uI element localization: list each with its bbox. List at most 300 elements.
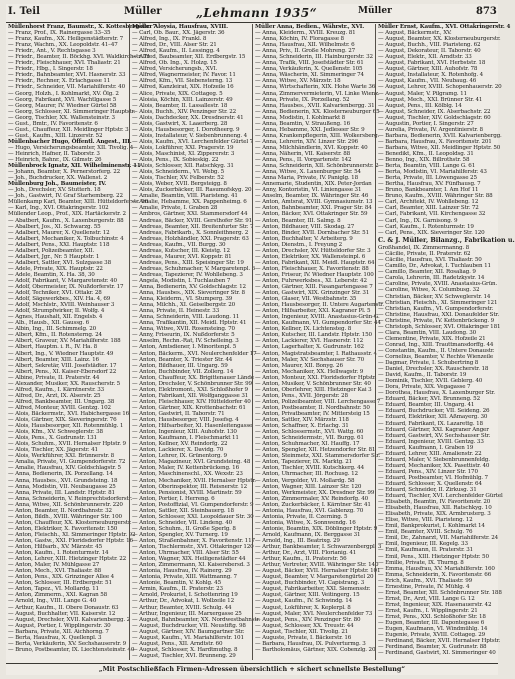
directory-entry: — Anton, Fabrikant, XII. Wolfganggasse 31: [132, 392, 249, 399]
directory-entry: — Anna, Trafik, VIII. Josefstädter Str. 61: [255, 60, 364, 67]
directory-entry: — Emil, Beamter, XVIII. Schulg. 76: [378, 529, 473, 536]
directory-entry: — Dorothea, Hausfrau, X. Laxenburger Str.: [378, 390, 495, 397]
directory-entry: — Anton, Musiker, V. Schönbrunner Str. 40: [255, 380, 371, 387]
directory-entry: — Anselm, Beamter, IX. Währinger Str. 46: [255, 193, 369, 200]
directory-entry: — Anton, Elektromont., XXI. Schloßhofer 9: [132, 386, 248, 393]
directory-entry: — Ernestine, Private, IV. Mühlg. 4: [378, 583, 470, 590]
directory-entry: — Anna, Witwe, X. Laxenburger Str. 54: [255, 169, 361, 176]
directory-entry: — Andreas, Beamter, XII. Breitenfurter Str. 7: [132, 223, 254, 230]
directory-entry: Müllenbrock Ignatz, XII. Wilhelminenstr. 11: [8, 163, 141, 170]
directory-entry: — Eduard, Postbeamter, VI. Hofmühlg. 7: [378, 474, 488, 481]
directory-entry: — Alois, Hausbesorger, I. Dorotheerg. 9: [132, 126, 240, 133]
directory-entry: — Anna, Verkäuferin, X. Quellenstr. 105: [255, 66, 363, 73]
directory-entry: — Anton, Mechaniker, XVII. Hernalser Hptstr.: [132, 477, 256, 484]
directory-entry: — Anton, Pensionist, XVIII. Martinstr. 59: [132, 489, 242, 496]
directory-entry: — Barbara, Hausfrau, IX. Pulverturmg. 3: [255, 640, 366, 647]
directory-entry: — Eduard, Mechaniker, XX. Pasettistr. 40: [378, 462, 490, 469]
directory-entry: — Elisabeth, Private, XIX. Armbrusterg. 3: [378, 511, 491, 518]
directory-entry: — August, Portier, I. Wipplingerstr. 30: [8, 622, 111, 629]
directory-entry: — Anton, Hilfsarbeiter, XXI. Kagraner Pl. 5: [255, 308, 371, 315]
directory-entry: — Anton, Lehrer, IX. Grünentorg. 9: [132, 453, 227, 460]
page-number: 873: [476, 6, 497, 17]
directory-entry: — Andreas, Kaufm., VII. Burgg. 30: [132, 241, 226, 248]
directory-entry: — Emma, Schneiderin, X. Favoritenstr. 66: [378, 571, 492, 578]
directory-entry: — Arthur, Ingenieur, III. Marxergasse 25: [132, 610, 242, 617]
directory-entry: — Eduard, Beamter, III. Ungarg. 41: [378, 402, 475, 409]
directory-entry: — August, Tischler, XVI. Brunneng. 29: [132, 652, 236, 659]
directory-entry: — Hugo, Versicherungsbeamter, XII. Tivolig. 4: [8, 144, 134, 151]
directory-entry: — Anton, Dienstm., I. Freyung 2: [255, 241, 342, 248]
directory-entry: — Anton, Steinmetz, XXI. Stammersdorfer Str.: [255, 453, 381, 460]
directory-entry: — Armin, Kaufm., II. Praterstr. 23: [132, 586, 223, 593]
directory-entry: — Anny, Friseurin, IX. Nußdorferstr. 5: [132, 332, 235, 339]
directory-entry: — Albert, Sekretär, VIII. Josefstädter. 17: [8, 362, 117, 369]
directory-entry: — Alfred, Wagnermeister, IV. Favor. 11: [132, 72, 236, 79]
directory-entry: — August, Schlosser, X. Hardtmuthg. 8: [132, 646, 238, 653]
directory-entry: — Joh., Drechsler, XV. Stutterh. 18: [8, 187, 101, 194]
directory-entry: — Alb., Hausb., XII. Gaussg. 6: [8, 320, 90, 327]
directory-entry: — Barbara, Bedienerin, XVII. Kalvarienbergg.: [378, 132, 502, 139]
directory-entry: — Anton, Magazineur, XVI. Grundsteing. 48: [132, 459, 251, 466]
directory-entry: — Andreas, Maurer, XVI. Koppstr. 81: [132, 253, 232, 260]
directory-entry: — August, Schlosser, XX. Treustr. 44: [255, 622, 354, 629]
directory-entry: — Alfred, Kfm., VII. Siebensterng. 13: [132, 78, 233, 85]
directory-entry: — Arnold, Kaufmann, IX. Berggasse 31: [255, 531, 361, 538]
directory-entry: — Alfred, Dr., Arzt, IX. Alserstr. 25: [8, 392, 101, 399]
directory-entry: — Anton, Schuhm., II. Große Sperlg. 8: [132, 525, 236, 532]
directory-entry: — Arthur, Kaufm., II. Obere Donaustr. 63: [8, 604, 119, 611]
directory-entry: — Anton, Wagner, XIX. Heiligenstädter 44: [132, 556, 246, 563]
directory-entry: — Anton, Ingenieur, XIII. Auhofstr. 130: [132, 429, 237, 436]
directory-entry: — Karl, Ing., XVI. Ottakringerstr. 102: [8, 205, 109, 212]
directory-entry: — Arthur, Dr., Arzt, VIII. Florianig. 41: [255, 550, 357, 557]
directory-entry: — August, Lokführer, X. Keplerpl. 8: [255, 604, 351, 611]
directory-entry: — Eduard, Elektriker, XII. Aßmayerg. 30: [378, 414, 488, 421]
directory-entry: — Anton, Kaufmann, I. Fleischmarkt 11: [132, 435, 239, 442]
directory-entry: — Georg, Tischler, XX. Wallensteinstr. 3: [8, 114, 115, 121]
directory-entry: — Anton, Schuhmacher, XI. Hauffg. 17: [255, 441, 360, 448]
directory-entry: — Friedr., Beamter, II. Böckhg. XVI. Waldkirchstr. 71: [8, 54, 151, 61]
directory-title: „Lehmann 1935“: [196, 6, 318, 20]
directory-entry: — Anton, Friseur, IV. Wiedner Hauptstr. 100: [255, 271, 374, 278]
directory-entry: — Anna, Zimmervermieterin, VI. Linke Wienz.: [255, 90, 380, 97]
directory-entry: — Anton, Mech., XVI. Thaliastr. 88: [8, 568, 102, 575]
directory-entry: — August, Beamter, XX. Klosterneuburgerstr.: [378, 36, 501, 43]
directory-entry: — Daniel, Drechsler, XX. Rauscherstr. 18: [378, 366, 489, 373]
directory-entry: — Ernst, Pens., XXI. Schloßhofer Str. 18: [378, 614, 486, 620]
directory-entry: — Andreas, Pens., XIII. Speisinger Str. 19: [132, 259, 244, 266]
directory-entry: — Berta, Hausfrau, X. Quellenpl. 3: [8, 634, 102, 641]
directory-entry: — Agnes, Haushalt, XII. Engelsb. 4: [8, 314, 103, 321]
directory-entry: — Dagmar, Private, I. Schubertring 8: [378, 360, 479, 367]
directory-entry: — Anton, Tapez., VI. Mollardg. 11: [8, 586, 99, 593]
directory-entry: — Ernst, Beamter, XII. Schönbrunner Str. 188: [378, 589, 502, 596]
directory-entry: — Amalie, Hausfrau, XIV. Goldschlagstr. 5: [8, 465, 121, 472]
directory-entry: — Carl, Beamter, XIII. Lainzer Str. 72: [378, 205, 479, 212]
directory-entry: — Anton, Buchhalter, V. Arbeiterg. 9: [255, 235, 353, 242]
directory-entry: — Friedr., Ant., V. Rechtsgasse 3: [8, 48, 96, 55]
directory-entry: — Anna, Schneiderin, V. Reinprechtsdorferstr.: [8, 495, 133, 502]
directory-entry: — Christoph, Schlosser, XVI. Ottakringer 181: [378, 323, 501, 330]
directory-entry: — Anna, Kleiderm., VI. Stumperg. 39: [132, 296, 233, 303]
directory-entry: — Emil, Bankprokurist, I. Kohlmarkt 14: [378, 523, 485, 530]
directory-entry: — Ernst, Dr., Arzt, VIII. Lange G. 12: [378, 595, 475, 602]
directory-entry: — Anton, Portier, I. Herreng. 6: [132, 495, 215, 502]
directory-entry: — Anton, Tischler, XVIII. Kutschkerg. 44: [255, 465, 364, 472]
directory-entry: — Emil, Pens., XIII. Hietzinger Hptstr. 50: [378, 553, 489, 560]
directory-entry: — Amalie, Beamtin, VIII. Piaristeng. 41: [132, 193, 238, 200]
directory-entry: — Berta, Beamtin, VIII. Lange G. 61: [378, 163, 476, 170]
directory-entry: — Anton, Spengler, XII. Hetzendorfer Str. 81: [255, 447, 376, 454]
directory-entry: — Anton, Schlossermstr., XVI. Wattg. 60: [255, 429, 364, 436]
directory-entry: — David, Kaufm., II. Taborstr. 19: [378, 372, 467, 379]
directory-entry: — Anna, Näherin, VII. Kaiserstr. 88: [255, 150, 351, 157]
directory-entry: — Anton, Gastwirt, II. Taborstr. 71: [132, 411, 225, 417]
directory-entry: — August, Pens., III. Kölblg. 14: [378, 102, 462, 109]
directory-entry: — Anton, Hilfsarb., XV. Märzstr. 45: [8, 544, 102, 551]
directory-entry: — Antonie, Beamtin, XIX. Döblinger Hptstr. 9: [255, 525, 378, 532]
directory-entry: — Clara, Beamtin, VIII. Laudong. 30: [378, 329, 477, 336]
directory-entry: — Carl, Fabrikant, VII. Kirchengasse 32: [378, 211, 486, 218]
directory-entry: — Elisabeth, Hausfrau, XII. Ratschkyg. 10: [378, 505, 492, 512]
directory-entry: — Anton, Amtsdiener, I. Minoritenpl. 5: [132, 344, 237, 351]
directory-entry: Großhandel, IX. Zimmermanng. 8: [378, 245, 470, 252]
directory-entry: — Anton, Schlosser, XXI. Leopoldauer Str. 30: [132, 513, 254, 520]
directory-entry: — Adalbert, Pens., XXI. Hauptstr. 118: [8, 241, 110, 248]
directory-entry: — Adalbert, Jgr., Nr. 5 Hauptstr. 1: [8, 253, 100, 260]
directory-entry: — Alfred, Ob. Ing., X. Holzg. 15: [132, 60, 217, 67]
directory-entry: — Andreas, Tapezierer, IV. Wohllebeng. 3: [132, 271, 243, 278]
directory-entry: — Carl, Kaufm., I. Rotenturmstr. 19: [378, 223, 474, 230]
directory-entry: — Anton, Maler, IV. Kettenbrückeng. 16: [132, 465, 239, 472]
directory-entry: — Arthur, Dr., Advokat, I. Wollzeile 12: [132, 598, 234, 605]
directory-entry: — Franz, Prof., IX. Rainergasse 33–35: [8, 30, 111, 37]
directory-entry: — Caroline, Private, XVIII. Anastasius-Grün.: [378, 281, 498, 288]
directory-entry: — Adolf, Techniker, XVI. Ottakr. 28: [8, 290, 102, 297]
directory-entry: — Bartholomäus, Gärtner, XIX. Cobenzlg. 20: [255, 646, 376, 653]
directory-entry: — Andreas, Kutscher, III. Kleistg. 12: [132, 247, 230, 254]
directory-entry: — August, Bäckermstr., XV.: [378, 30, 452, 37]
directory-entry: — Conrad, Ing., XIII. Trauttmansdorffg. 44: [378, 341, 494, 348]
directory-entry: — Anton, Pens., XVII. Jörgerstr. 28: [255, 392, 348, 399]
directory-entry: — Benedikt, Kfm., II. Leopoldsg. 31: [378, 150, 474, 157]
directory-entry: — Anton, Glaser, VII. Westbahnstr. 35: [255, 296, 357, 303]
directory-entry: — Auguste, Private, I. Bäckerstr. 16: [255, 634, 352, 641]
directory-entry: — Dominik, Tischler, XVII. Geblerg. 40: [378, 378, 483, 385]
directory-entry: — Alois, Zuckerbäcker, III. Rasumofskyg. 20: [132, 187, 252, 194]
directory-entry: — Anna, Lehrerin, XIV. Linzer Str. 296: [255, 138, 359, 145]
directory-entry: — Alfred, Versicherungsb., XVI.: [132, 66, 218, 73]
directory-entry: — Albert, Kfm., II. Rotensterng. 24: [8, 332, 102, 339]
directory-entry: — Anna, Schneiderin, VIII. Laudong. 11: [132, 314, 240, 321]
directory-entry: — Bruno, Postbeamter, IX. Liechtensteinstr. 40: [8, 646, 135, 653]
directory-entry: — Gust., Kaufm., XIII. Linzerstr. 52: [8, 132, 103, 139]
directory-entry: — Gust., Chauffeur, XII. Meidlinger Hptstr. 3: [8, 126, 129, 133]
directory-entry: — Antonia, Private, II. Czerning. 5: [255, 513, 348, 520]
directory-entry: — Anton, Lagerhalter, X. Gudrunstr. 162: [255, 344, 364, 351]
directory-entry: — August, Schneider, IX. Alserbachstr. 22: [378, 108, 491, 115]
directory-entry: — Adele, Private, XIX. Hauptstr. 22: [8, 265, 103, 272]
directory-entry: — Albert, Beamter, XIII. Lainz. 16: [8, 356, 99, 363]
directory-entry: — Alois, Hausbesorger, XII. Rotenmühlg. 1: [8, 423, 124, 430]
directory-entry: — Albert, Hauptm. i. R., IV. Ha. 8: [8, 344, 98, 351]
directory-entry: — Alois, Pens., X. Gudrunstr. 131: [8, 435, 97, 442]
directory-entry: — Franz, Kaufm., XX. Heiligenstädterstr. 7: [8, 36, 124, 43]
directory-entry: — Andreas, Schuhmacher, V. Margaretenpl. 6: [132, 265, 256, 272]
directory-entry: — Alois, Kaufm., XVI. Lerchenfelder Gürtel 7: [132, 138, 254, 145]
directory-entry: — Anton, Bäcker, XVI. Ottakringer Str. 59: [255, 211, 368, 218]
directory-entry: — Anna, Hausbes., XVII. Kalvarienbergg. 31: [255, 102, 375, 109]
directory-entry: — Christine, Hausfrau, XXI. Donaufelder Str.: [378, 311, 499, 318]
directory-entry: — Augustin, Portier, I. Singerstr. 27: [378, 120, 474, 127]
directory-entry: — Bertha, Hausfrau, XV. Fünfhausg. 7: [378, 181, 481, 188]
directory-entry: — Anton, Pens., XIX. Grinzinger Allee 4: [8, 574, 115, 581]
directory-entry: — Eugen, Kaufmann, VI. Windmühlg. 14: [378, 626, 488, 633]
directory-entry: — Anna, Schneiderin, XII. Schönbrunnerstr. 2: [255, 163, 379, 170]
directory-entry: — Anton, Kellner, XV. Reindorfg. 22: [132, 441, 228, 448]
directory-entry: — Carl, Ing., IX. Garnisong. 9: [378, 217, 458, 224]
directory-entry: — Ferdinand, Bäcker, XVII. Hernalser Hptstr.: [378, 638, 501, 645]
directory-entry: — Emil, Dr., Zahnarzt, VII. Mariahilferstr. 24: [378, 535, 499, 542]
directory-entry: — Anton, Sattler, XIV. Märzstr. 118: [255, 417, 349, 424]
directory-entry: — Adalbert, Polizeibeamter, XII.: [8, 247, 95, 254]
directory-entry: — Anton, Spengler, XV. Turnerg. 19: [132, 531, 228, 538]
directory-entry: — Anna, Bedienerin, XX. Klosterneuburger 65: [255, 108, 380, 115]
directory-entry: — Amalie, Private, I. Graben 28: [132, 205, 218, 212]
directory-entry: — Ferdinand, Gastwirt, XI. Simmeringer 40: [378, 650, 496, 657]
directory-entry: — Bruno, Kaufm., XVIII. Währinger Str. 88: [378, 193, 493, 200]
directory-entry: — Anton, Bildhauer, III. Ungarg. 59: [132, 362, 228, 369]
running-name-right: Müller: [358, 6, 392, 16]
directory-entry: — Anton, Schneidermstr., VII. Burgg. 61: [255, 435, 364, 442]
directory-entry: — Emma, Hausfrau, XV. Mariahilferstr. 160: [378, 565, 495, 572]
directory-entry: — Anna, Wäscherin, XI. Simmeringer 74: [255, 72, 364, 79]
directory-entry: — Adolf, Obermeister, IX. Nußdorferstr. 17: [8, 284, 124, 291]
directory-entry: — Elise, Witwe, VIII. Piaristeng. 12: [378, 517, 473, 524]
directory-entry: — Anton, Vergolder, VI. Mollardg. 58: [255, 477, 355, 484]
directory-entry: — Anny, Kontoristin, VI. Liniengasse 31: [255, 187, 362, 194]
directory-entry: — August, Maler, V. Pilgramg. 11: [378, 90, 467, 97]
directory-entry: — Alfred, Baubeamter, XII. Erdbergstr. 15: [132, 54, 246, 61]
directory-entry: — Alfred, Kaufm., I. Kärntnerstr. 33: [8, 386, 105, 393]
directory-entry: — August, Fabrikant, XVI. Herbststr. 18: [378, 60, 486, 67]
directory-entry: — Bruno, Bankbeamter, I. Am Hof 11: [378, 187, 479, 194]
directory-entry: — Anton, Elektriker, XX. Wallensteinpl. 6: [255, 253, 366, 260]
directory-entry: — Barbara, Witwe, XII. Meidlinger Hptstr. 50: [378, 144, 501, 151]
directory-entry: — Eduard, Lehrer, XIII. Amalienstr. 22: [378, 450, 482, 457]
directory-entry: — Adolf, Sägewerkbes., XIV. Ha. 4, 69: [8, 296, 111, 303]
directory-entry: — Joh., Gastwirt, IV. Graf Starhemberg. 22: [8, 193, 123, 200]
directory-entry: — Anna, Hebamme, XXI. Jedleseer Str. 9: [255, 126, 365, 133]
directory-entry: — Friedr., Fleischhauer, XVI. Thaliastr. 21: [8, 60, 121, 67]
directory-entry: — Ernst, Kaufm., I. Wipplingerstr. 21: [378, 607, 478, 614]
page-footer: „Mit Postschließfach Firmen-Adressen übersichtlich + sichert schnellste Bestellung“: [6, 663, 498, 676]
directory-entry: — Alois, Kfm., XV. Schweglerstr. 38: [8, 429, 103, 436]
directory-entry: — Anna, Witwe, XVII. Rosensteing. 70: [132, 326, 235, 333]
directory-entry: — August, Mech., XXI. Brünner Str. 41: [378, 96, 483, 103]
directory-entry: — Georg, Maurer, IV. Wiedner Gürtel 58: [8, 102, 117, 109]
column-4: [375, 24, 515, 660]
section-label: I. Teil: [8, 6, 40, 17]
directory-entry: Müllenkamp Karl, Beamter, XIII. Hütteldorferstr. 90: [8, 199, 149, 206]
directory-entry: — Cäcilie, Hausfrau, XVI. Thaliastr. 50: [378, 257, 482, 264]
directory-entry: — August, Tischler, XIV. Goldschlagstr. 60: [378, 114, 491, 121]
section-heading: C. & J. Müller, Bilanzg., Fabrikation u.: [378, 235, 515, 244]
directory-entry: — Eduard, Gastwirt, XV. Sechshauser Str.: [378, 432, 491, 439]
directory-entry: — Georg, Schlosser, XI. Simmeringer Hauptstr.: [8, 108, 136, 115]
directory-entry: — Alois, Tischler, XX. Jägerstr. 41: [8, 447, 98, 454]
directory-entry: — Arthur, Kaufm., II. Praterstr. 56: [255, 556, 347, 563]
directory-entry: — August, Bahnbeamter, XX. Nordwestbahnstr.: [132, 616, 261, 623]
directory-entry: — Anton, Tapezierer, IX. Marktg. 21: [255, 459, 353, 466]
directory-entry: — Eduard, Kaufmann, I. Graben 19: [378, 444, 474, 451]
directory-entry: — Anton, Maler, IV. Mühlgasse 27: [8, 562, 100, 569]
directory-entry: — Anton, Amtsrat, XVIII. Gymnasiumstr. 13: [255, 199, 373, 206]
directory-entry: — Anton, Sattler, XII. Steinbauerg. 18: [132, 507, 234, 514]
directory-entry: — August, Buchdrucker, VII. Neustiftg. 98: [132, 622, 246, 629]
directory-entry: — Arthur, Beamter, XVIII. Schulg. 44: [132, 604, 232, 611]
directory-entry: — Annemarie, Studentin, XIX. Peter-Jordan: [255, 181, 372, 188]
directory-entry: — Alfred, Ing., IX. Frankl. 8: [132, 36, 207, 43]
directory-entry: — Emilie, Private, IX. Thurng. 8: [378, 559, 464, 566]
directory-entry: — Elisabeth, Beamtin, IV. Favoritenstr. 20: [378, 499, 491, 506]
directory-entry: — Eduard, Schneider, II. Zirkusg. 31: [378, 487, 477, 494]
directory-entry: — Carl, Ob. Baur., XX. Jägerstr. 36: [132, 30, 225, 37]
directory-entry: — August, Dekorateur, II. Taborstr. 40: [378, 48, 481, 55]
directory-entry: — Anna, Witwe, XV. Märzstr. 18: [255, 78, 341, 85]
directory-entry: — August, Buchh., VIII. Piaristeng. 62: [378, 42, 481, 49]
directory-entry: — August, Bäcker, XVII. Hernalser Hptstr. 101: [255, 568, 381, 575]
directory-entry: — Anna, Wirtschafterin, XIX. Hohe Warte 36: [255, 84, 376, 91]
directory-entry: — Anton, Uhrmacher, VIII. Alser Str. 55: [132, 550, 239, 557]
directory-entry: — Anton, Mechaniker, XX. Hellwagstr. 9: [255, 368, 364, 375]
directory-entry: — Anna, Bedienerin, XV. Goldschlagstr. 12: [132, 284, 246, 291]
directory-entry: — Alois, Gastwirt, X. Laaerberg. 28: [132, 120, 228, 127]
directory-entry: — Anton, Wagner, XIII. Lainzer Str. 120: [255, 483, 362, 490]
directory-entry: — Alois, Buchh., XIV. Penzinger Str. 22: [132, 108, 237, 115]
directory-entry: — Barbara, Private, XII. Aichhorng. 7: [8, 628, 109, 635]
directory-entry: — Anton, Bahnbeamter, XXI. Prager Str. 84: [255, 205, 372, 212]
directory-entry: — Angela, Modistin, I. Tuchlauben 7: [132, 277, 231, 284]
directory-entry: — August, Kaufm., VII. Neubaug. 46: [378, 78, 477, 85]
directory-entry: — Carola, Lehrerin, III. Radetzkystr. 14: [378, 275, 485, 282]
directory-entry: — Eduard, Tischler, XVI. Lerchenfelder Gürtel: [378, 493, 503, 500]
directory-entry: — Anton, Beamter, X. Triester Str. 44: [132, 356, 233, 363]
directory-entry: — Constantin, Kaufm., II. Untere Donaustr.: [378, 347, 495, 354]
directory-entry: — Anton, Schlosser, III. Erdbergstr. 51: [8, 580, 112, 587]
directory-entry: — August, Pens., XII. Arndtstr. 60: [132, 640, 223, 647]
directory-entry: — Anton, Beamter, II. Nordbahnstr. 32: [8, 507, 112, 514]
directory-entry: — Alois, Tischler, XV. Felberstr. 52: [132, 175, 224, 182]
directory-entry: — Anna, Trafikantin, XII. Meidl. Hptstr. 41: [132, 320, 247, 327]
directory-entry: — Anton, Ingenieur, XVIII. Anastasius-Grün-G.: [255, 314, 380, 321]
directory-entry: — Alois, Pens., IX. Sobieskig. 22: [132, 157, 219, 164]
directory-entry: — Anton, Fleischh., XI. Simmeringer Hptstr. 92: [8, 531, 136, 538]
directory-entry: — August, Pens., XIV. Penzinger Str. 80: [255, 616, 361, 623]
directory-entry: — Georg, Holzh., I. Kohlmarkt, XV. Ölg. 2: [8, 90, 119, 97]
directory-entry: — Adele, Beamtin, X. Ha. 38, 30: [8, 271, 95, 278]
directory-entry: — Anton, Drechsler, XV. Hütteldorfer Str. 3: [255, 247, 371, 254]
directory-entry: — Adalbert, Mechaniker, X. Tolbuchinstr. 4: [8, 235, 124, 242]
directory-entry: — Anna, Modistin, I. Kohlmarkt 8: [255, 114, 346, 121]
directory-entry: — Antonia, Private, XIII. Wattmanng. 7: [132, 574, 237, 581]
directory-entry: — Albert, Ing., V. Wiedner Hauptstr. 49: [8, 350, 114, 357]
directory-entry: — August, Kaufm., IV. Schwindg. 14: [255, 598, 353, 605]
directory-entry: — August, Drechsler, XVII. Kalvarienbergg. 2: [8, 616, 131, 623]
directory-entry: — Adolf, Strumpfwirker, II. Wolfg. 4: [8, 308, 105, 315]
directory-entry: — Anton, Bildhauer, VIII. Skodag. 27: [255, 223, 355, 230]
directory-entry: — Alois, Maschinist, XI. Zippererstr. 3: [132, 150, 235, 157]
directory-entry: — Joh., Buchdrucker, XX. Wallenst. 2: [8, 175, 108, 182]
directory-entry: — Alois, Schneiderm., VI. Webg. 5: [132, 169, 224, 176]
directory-entry: Müllenbacher Hugo, Öffentl. Angest., III.: [8, 138, 132, 145]
directory-entry: — Eduard, Gärtner, XXI. Kagraner Anger: [378, 426, 489, 433]
directory-entry: — Eduard, Buchdrucker, VII. Seideng. 26: [378, 408, 490, 415]
directory-entry: — Andreas, Bäcker, XVIII. Gersthofer Str. 91: [132, 217, 253, 224]
directory-entry: — August, Buchhalter, VII. Kaiserstr. 12: [8, 610, 116, 617]
directory-entry: — Anna, Witwe, XII. Schönbrunnerstr. 220: [8, 501, 123, 508]
directory-entry: — Eduard, Maler, V. Siebenbrunnenfeldg.: [378, 456, 490, 463]
directory-entry: — Anton, Zuckerbäcker, I. Kärntner Str. 41: [255, 501, 371, 508]
directory-entry: — Anna, Schneiderin, III. Hainburgerstr. 32: [255, 54, 373, 61]
directory-entry: — Anton, Binder, XVII. Dornbacher Str. 51: [255, 229, 369, 236]
directory-entry: — Anton, Magistratsbeamter, I. Rathausstr. 4: [255, 350, 377, 357]
directory-entry: — Antonia, Hausfrau, IV. Rainerg. 29: [132, 568, 232, 575]
directory-entry: Müller Aloysia, Hausfrau, XVIII.: [132, 24, 228, 30]
directory-entry: — Anton, Postoffizial, VI. Gumpendorferstr. 9: [132, 501, 254, 508]
directory-entry: — Anna, Private, III. Landstr. Hptstr. 81: [8, 489, 115, 496]
directory-entry: — Amalie, Hebamme, XX. Pappenheimg. 6: [132, 199, 247, 206]
directory-entry: — Berta, Private, III. Löwengasse 25: [378, 175, 477, 182]
directory-entry: — Camillo, Beamter, XII. Rosaliag. 9: [378, 269, 476, 276]
directory-entry: — August, Gärtner, XIV. Baumgartner Str.: [132, 628, 245, 635]
directory-entry: — Anton, Maurer, XII. Bonyg. 26: [255, 362, 343, 369]
directory-entry: — Anselm, Rechn.-Rat, IV. Schelleing. 3: [132, 338, 239, 345]
page-header: [6, 4, 498, 23]
directory-entry: — Arthur, Vertreter, XVIII. Währinger Str. 140: [255, 562, 379, 569]
directory-entry: — Anton, Straßenbahner, X. Favoritenstr. 117: [132, 537, 255, 544]
directory-entry: — Christian, Kaufm., VI. Gumpendorferstr.: [378, 305, 494, 312]
directory-entry: — Anton, Zimmermann, XI. Kaiserebersd. 3: [132, 562, 250, 569]
directory-entry: — Anton, Gärtner, XIX. Krottenbachstr. 61: [132, 404, 246, 411]
directory-entry: — Anton, Gärtner, XIII. Fasangartengasse 7: [255, 284, 373, 291]
directory-entry: — Georg, Fabrikant, XVI. Wachtlgasse 5: [8, 96, 117, 103]
directory-entry: — August, Beamter, V. Margaretengürtel 20: [255, 574, 374, 581]
directory-entry: — Anna, Hausbes., XVI. Grundsteing. 18: [8, 477, 118, 484]
directory-entry: — Adalbert, Maurer, X. Quellenstr. 12: [8, 229, 110, 236]
directory-entry: — Alice, Private, XIX. Cottageg. 5: [132, 90, 223, 97]
directory-entry: — Anton, Maler, XV. Sechshauser Str. 70: [255, 356, 365, 363]
directory-entry: — Benno, Ing., XIX. Billrothstr. 58: [378, 157, 470, 164]
directory-entry: — August, Tischler, XII. Tivolig. 21: [255, 628, 349, 635]
directory-entry: — Anton, Gastw., XXI. Floridsdorfer Hptstr. 16: [8, 537, 133, 544]
directory-entry: Müllender Leop., Prof., XIX. Hartäckerstr. 2: [8, 211, 126, 218]
directory-entry: — Anton, Chauffeur, XX. Brigittenauer Lände: [132, 374, 254, 381]
directory-entry: — Friedr., Hbg., I. Singerstr. 18: [8, 66, 93, 73]
directory-entry: — Albin, Ing., III. Schimmelg. 20: [8, 326, 97, 333]
directory-entry: — Anton, Bildh., XVIII. Währinger Str. 100: [8, 513, 122, 520]
directory-entry: — Anton, Maschinenschl., XX. Wexstr. 23: [132, 471, 243, 478]
directory-entry: — Alfred, Bankbeamter, III. Ungarg. 38: [8, 398, 115, 405]
directory-entry: — Anna, Bedienerin, IX. Porzellang. 14: [8, 471, 113, 478]
directory-entry: — Andreas, Holzhändler, XXI. Pragerstr. 63: [132, 235, 249, 242]
directory-entry: — Alfred, Kanzleirat, XIX. Hofzeile 16: [132, 84, 234, 91]
directory-entry: — Anton, Zimmermaler, XV. Reindorfg. 40: [255, 495, 369, 502]
directory-entry: — Anna, Hausbes., XIX. Sieveringer Str. 8: [132, 290, 245, 297]
directory-entry: — Eduard, Bäcker, XVI. Brunneng. 52: [378, 396, 480, 403]
directory-entry: — Adolf, Mschlstr., XVIII. Weinhauser 3: [8, 302, 115, 309]
directory-entry: — Christian, Bäcker, XV. Schweglerstr. 14: [378, 293, 491, 300]
